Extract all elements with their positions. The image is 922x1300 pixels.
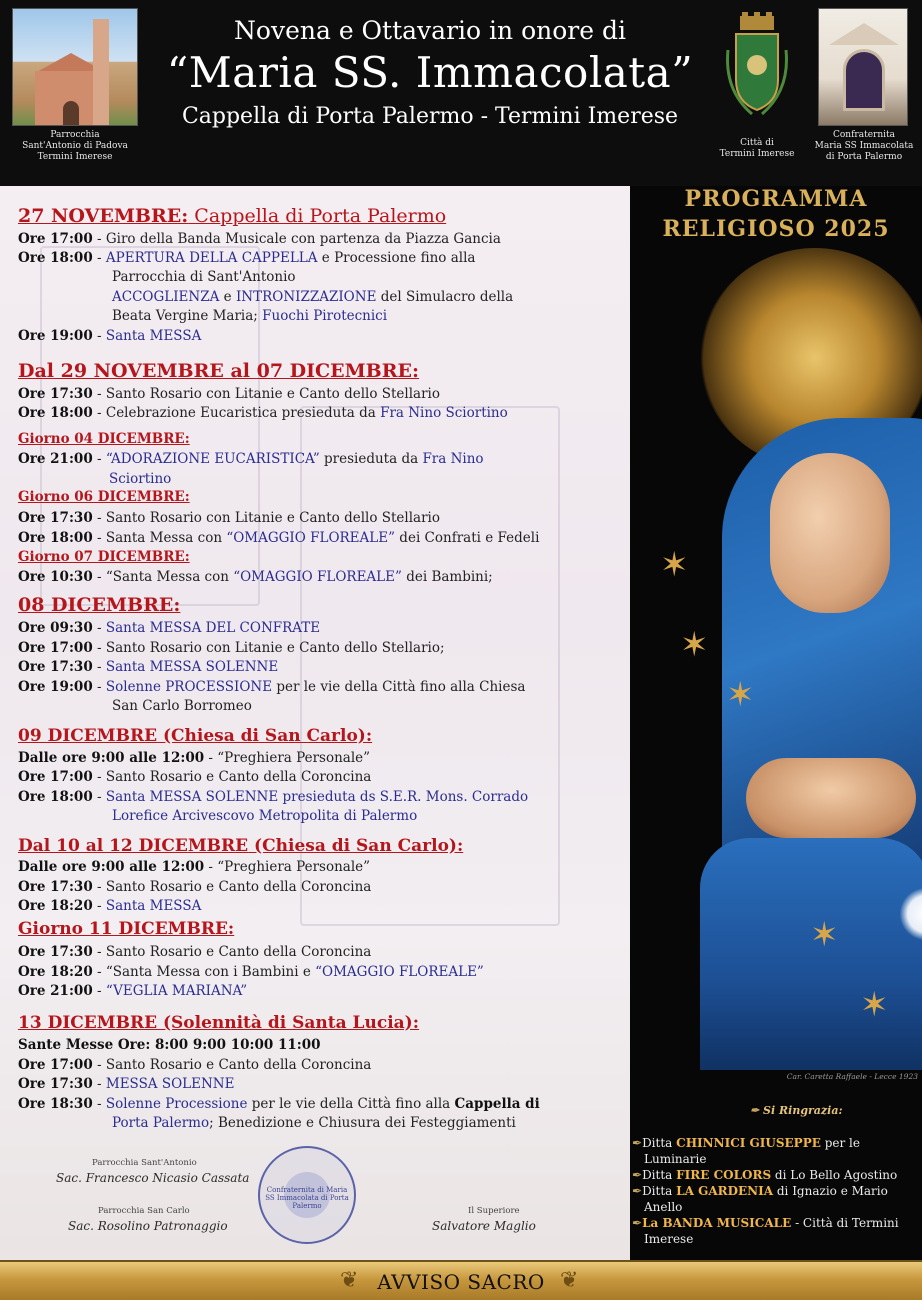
subsection-title-07-dicembre: Giorno 07 DICEMBRE: (18, 549, 190, 565)
schedule-line (18, 898, 201, 915)
quill-icon: ✒ (750, 1104, 764, 1117)
highlight-text: Solenne PROCESSIONE (105, 679, 273, 695)
thanks-item (632, 1184, 920, 1199)
thanks-item (632, 1216, 920, 1231)
time-label: Ore 18:20 (18, 964, 93, 980)
schedule-line: Sciortino (109, 471, 172, 487)
thanks-company: LA GARDENIA (676, 1184, 774, 1198)
event-text: - “Santa Messa con (92, 569, 234, 585)
separator: - (92, 328, 106, 344)
event-text: - Santo Rosario con Litanie e Canto dello Stellario; (92, 640, 445, 656)
section-location: (Chiesa di San Carlo): (248, 836, 464, 856)
time-label: Ore 17:00 (18, 640, 93, 656)
schedule-line (18, 405, 508, 422)
event-text: dei Confrati e Fedeli (395, 530, 540, 546)
time-label: Dalle ore 9:00 alle 12:00 (18, 750, 205, 766)
schedule-line (18, 983, 247, 1000)
time-label: Dalle ore 9:00 alle 12:00 (18, 859, 205, 875)
face-shape (770, 453, 890, 613)
time-label: Ore 17:30 (18, 879, 93, 895)
chapel-pediment-shape (829, 23, 899, 45)
city-crest-icon (722, 10, 792, 122)
highlight-text: Fuochi Pirotecnici (262, 308, 388, 324)
section-date: 09 DICEMBRE (18, 726, 158, 746)
signature-name: Sac. Francesco Nicasio Cassata (56, 1171, 250, 1185)
separator: - (92, 451, 106, 467)
thanks-text: Ditta (642, 1184, 677, 1198)
section-date: 27 NOVEMBRE: (18, 205, 189, 227)
chapel-photo (818, 8, 908, 126)
time-label: Ore 17:30 (18, 944, 93, 960)
section-title-09-dicembre (18, 726, 372, 746)
thanks-item (632, 1136, 920, 1151)
schedule-line (18, 1076, 234, 1093)
thanks-company: FIRE COLORS (676, 1168, 772, 1182)
bell-tower-shape (93, 19, 109, 126)
image-panel (630, 186, 922, 1260)
event-text: - Santa Messa con (92, 530, 227, 546)
star-icon: ✶ (726, 675, 755, 715)
church-door-shape (63, 101, 79, 126)
schedule-line (18, 679, 525, 696)
section-title-13-dicembre (18, 1013, 419, 1033)
time-label: Ore 18:30 (18, 1096, 93, 1112)
star-icon: ✶ (810, 915, 839, 955)
quill-icon: ✒ (632, 1184, 643, 1198)
time-label: Ore 17:00 (18, 231, 93, 247)
section-date: 13 DICEMBRE (18, 1013, 158, 1033)
schedule-line (18, 569, 493, 586)
poster-header (0, 0, 922, 186)
signature-role: Parrocchia Sant'Antonio (92, 1158, 197, 1168)
time-label: Ore 19:00 (18, 328, 93, 344)
schedule-line (18, 859, 370, 876)
confraternity-seal-icon (258, 1146, 356, 1244)
subsection-title-06-dicembre: Giorno 06 DICEMBRE: (18, 489, 190, 505)
schedule-line (112, 289, 513, 306)
highlight-text: “OMAGGIO FLOREALE” (315, 964, 484, 980)
schedule-line (18, 1057, 371, 1074)
star-icon: ✶ (680, 625, 709, 665)
highlight-text: Santa MESSA SOLENNE presieduta ds S.E.R. Mons. Corrado (105, 789, 529, 805)
section-location: Cappella di Porta Palermo (188, 205, 447, 227)
separator: - (92, 898, 106, 914)
section-title-novena: Dal 29 NOVEMBRE al 07 DICEMBRE: (18, 360, 420, 382)
separator: - (92, 620, 106, 636)
signature-role: Il Superiore (468, 1206, 520, 1216)
highlight-text: “OMAGGIO FLOREALE” (226, 530, 396, 546)
separator: - (92, 679, 106, 695)
schedule-line (18, 386, 440, 403)
time-label: Ore 18:00 (18, 250, 93, 266)
event-text: - Santo Rosario e Canto della Coroncina (92, 944, 372, 960)
event-text: presieduta da (319, 451, 423, 467)
event-text: per le vie della Città fino alla Chiesa (272, 679, 526, 695)
schedule-line (112, 308, 387, 325)
time-label: Ore 17:30 (18, 1076, 93, 1092)
separator: - (92, 789, 106, 805)
highlight-text: MESSA SOLENNE (105, 1076, 235, 1092)
section-title-11-dicembre: Giorno 11 DICEMBRE: (18, 919, 235, 939)
thanks-title-text: Si Ringrazia: (763, 1104, 843, 1117)
event-text: - Santo Rosario e Canto della Coroncina (92, 879, 372, 895)
section-date: Dal 10 al 12 DICEMBRE (18, 836, 249, 856)
separator: - (92, 250, 106, 266)
event-text: ; Benedizione e Chiusura dei Festeggiamenti (209, 1115, 516, 1131)
time-label: Ore 17:00 (18, 1057, 93, 1073)
thanks-company: La BANDA MUSICALE (642, 1216, 792, 1230)
event-text: - Santo Rosario con Litanie e Canto dello Stellario (92, 386, 441, 402)
event-text: - Santo Rosario con Litanie e Canto dello Stellario (92, 510, 441, 526)
confraternity-caption (812, 130, 916, 163)
ornament-icon: ❦ (340, 1268, 359, 1293)
highlight-text: Solenne Processione (105, 1096, 248, 1112)
schedule-line (18, 231, 501, 248)
hands-shape (746, 758, 916, 838)
thanks-item-cont: Imerese (644, 1232, 694, 1246)
ornament-icon: ❦ (560, 1268, 579, 1293)
time-label: Ore 17:00 (18, 769, 93, 785)
chapel-arch-shape (843, 49, 885, 111)
program-title-line1: PROGRAMMA (684, 186, 868, 212)
highlight-text: “ADORAZIONE EUCARISTICA” (105, 451, 320, 467)
schedule-panel (0, 186, 630, 1260)
time-label: Ore 17:30 (18, 659, 93, 675)
event-text: - Celebrazione Eucaristica presieduta da (92, 405, 381, 421)
separator: - (92, 1096, 106, 1112)
seal-text: Confraternita di Maria SS Immacolata di Porta Palermo (265, 1186, 349, 1210)
parish-caption-line: Parrocchia (50, 130, 100, 140)
highlight-text: Porta Palermo (112, 1115, 210, 1131)
highlight-text: ACCOGLIENZA (112, 289, 220, 305)
time-label: Ore 17:30 (18, 386, 93, 402)
confraternity-caption-line: Maria SS Immacolata (814, 141, 914, 151)
footer-banner (0, 1260, 922, 1300)
schedule-line (18, 1096, 540, 1113)
quill-icon: ✒ (632, 1136, 643, 1150)
highlight-text: Cappella di (454, 1096, 540, 1112)
event-text: - “Preghiera Personale” (204, 750, 371, 766)
city-caption (706, 138, 808, 160)
schedule-line (18, 328, 201, 345)
time-label: Ore 18:20 (18, 898, 93, 914)
parish-church-photo (12, 8, 138, 126)
event-text: - Giro della Banda Musicale con partenza da Piazza Gancia (92, 231, 501, 247)
signature-name: Salvatore Maglio (432, 1219, 536, 1233)
parish-caption (10, 130, 140, 163)
thanks-title (750, 1104, 843, 1117)
event-text: - “Preghiera Personale” (204, 859, 371, 875)
separator: - (92, 1076, 106, 1092)
schedule-line (18, 659, 278, 676)
time-label: Ore 18:00 (18, 405, 93, 421)
schedule-line (112, 269, 296, 286)
thanks-text: - Città di Termini (791, 1216, 899, 1230)
event-text: e Processione fino alla (317, 250, 476, 266)
subsection-title-04-dicembre: Giorno 04 DICEMBRE: (18, 431, 190, 447)
schedule-line (18, 750, 370, 767)
quill-icon: ✒ (632, 1168, 643, 1182)
separator: - (92, 659, 106, 675)
highlight-text: Santa MESSA (105, 898, 202, 914)
highlight-text: APERTURA DELLA CAPPELLA (105, 250, 318, 266)
section-title-08-dicembre: 08 DICEMBRE: (18, 594, 181, 616)
highlight-text: Santa MESSA SOLENNE (105, 659, 279, 675)
thanks-text: Ditta (642, 1136, 677, 1150)
schedule-line (18, 620, 320, 637)
star-icon: ✶ (660, 545, 689, 585)
thanks-item-cont: Anello (644, 1200, 683, 1214)
schedule-line (18, 250, 475, 267)
separator: - (92, 983, 106, 999)
section-title-10-12-dicembre (18, 836, 463, 856)
thanks-item-cont: Luminarie (644, 1152, 707, 1166)
time-label: Ore 21:00 (18, 983, 93, 999)
event-text: e (219, 289, 236, 305)
mass-times: Sante Messe Ore: 8:00 9:00 10:00 11:00 (18, 1037, 321, 1053)
time-label: Ore 18:00 (18, 530, 93, 546)
time-label: Ore 21:00 (18, 451, 93, 467)
thanks-text: Ditta (642, 1168, 677, 1182)
footer-text: AVVISO SACRO (377, 1270, 545, 1294)
highlight-text: “VEGLIA MARIANA” (105, 983, 248, 999)
time-label: Ore 09:30 (18, 620, 93, 636)
schedule-line: Lorefice Arcivescovo Metropolita di Palermo (112, 808, 418, 824)
highlight-text: “OMAGGIO FLOREALE” (233, 569, 402, 585)
schedule-line (18, 1037, 321, 1054)
schedule-line (18, 769, 371, 786)
time-label: Ore 18:00 (18, 789, 93, 805)
time-label: Ore 10:30 (18, 569, 93, 585)
header-title: “Maria SS. Immacolata” (166, 48, 694, 97)
thanks-text: di Ignazio e Mario (773, 1184, 888, 1198)
city-caption-line: Termini Imerese (719, 149, 795, 159)
event-text: Beata Vergine Maria; (112, 308, 263, 324)
schedule-line: San Carlo Borromeo (112, 698, 252, 714)
time-label: Ore 19:00 (18, 679, 93, 695)
highlight-text: Fra Nino (422, 451, 484, 467)
schedule-line (18, 451, 484, 468)
highlight-text: Santa MESSA DEL CONFRATE (105, 620, 321, 636)
highlight-text: INTRONIZZAZIONE (235, 289, 377, 305)
section-title-27-novembre (18, 205, 446, 227)
event-text: Parrocchia di Sant'Antonio (112, 269, 296, 285)
confraternity-caption-line: Confraternita (832, 130, 895, 140)
confraternity-caption-line: di Porta Palermo (825, 152, 903, 162)
header-subtitle: Novena e Ottavario in onore di (234, 16, 626, 45)
schedule-line (18, 789, 528, 806)
event-text: - Santo Rosario e Canto della Coroncina (92, 769, 372, 785)
parish-caption-line: Termini Imerese (37, 152, 113, 162)
signature-role: Parrocchia San Carlo (98, 1206, 190, 1216)
section-location: (Chiesa di San Carlo): (157, 726, 373, 746)
star-icon: ✶ (860, 985, 889, 1025)
event-text: per le vie della Città fino alla (247, 1096, 455, 1112)
schedule-line (18, 944, 371, 961)
schedule-line (18, 879, 371, 896)
time-label: Ore 17:30 (18, 510, 93, 526)
photo-credit: Car. Caretta Raffaele - Lecce 1923 (786, 1072, 918, 1081)
parish-caption-line: Sant'Antonio di Padova (22, 141, 128, 151)
city-caption-line: Città di (740, 138, 774, 148)
event-text: - “Santa Messa con i Bambini e (92, 964, 316, 980)
program-title-line2: RELIGIOSO 2025 (662, 216, 890, 242)
section-location: (Solennità di Santa Lucia): (157, 1013, 420, 1033)
signature-name: Sac. Rosolino Patronaggio (68, 1219, 228, 1233)
madonna-statue-image (660, 248, 922, 1070)
thanks-item (632, 1168, 920, 1183)
event-text: del Simulacro della (376, 289, 514, 305)
schedule-line (112, 1115, 516, 1132)
quill-icon: ✒ (632, 1216, 643, 1230)
schedule-line (18, 510, 440, 527)
schedule-line (18, 640, 445, 657)
schedule-line (18, 530, 539, 547)
schedule-line (18, 964, 484, 981)
thanks-company: CHINNICI GIUSEPPE (676, 1136, 821, 1150)
thanks-text: per le (820, 1136, 860, 1150)
header-location: Cappella di Porta Palermo - Termini Imerese (181, 104, 679, 129)
event-text: dei Bambini; (401, 569, 493, 585)
highlight-text: Santa MESSA (105, 328, 202, 344)
event-text: - Santo Rosario e Canto della Coroncina (92, 1057, 372, 1073)
thanks-text: di Lo Bello Agostino (771, 1168, 898, 1182)
highlight-text: Fra Nino Sciortino (380, 405, 508, 421)
